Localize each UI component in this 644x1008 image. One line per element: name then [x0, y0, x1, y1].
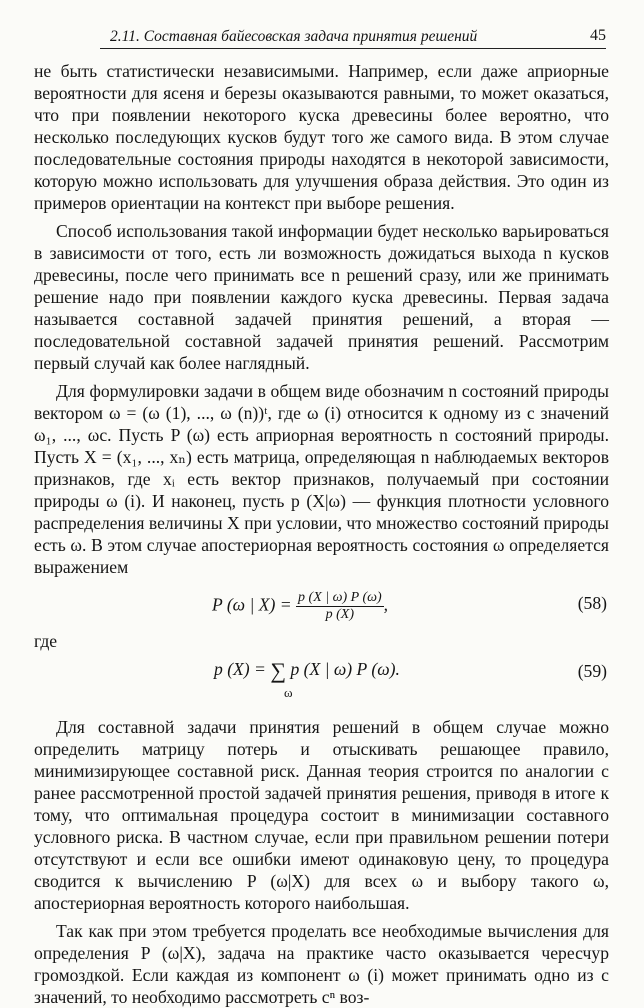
- where-label: где: [34, 631, 58, 651]
- equation-59-rhs: p (X | ω) P (ω).: [290, 659, 400, 679]
- paragraph-2: Способ использования такой информации будет несколько варьироваться в зависимости от того, есть ли возможность дожидаться выхода n кусков древесины, после чего принимать все n решений сразу, или же принимать решение надо при появлении каждого куска древесины. Первая задача называется составной задачей принятия решений, а вторая — последовательной составной задачей принятия решений. Рассмотрим первый случай как более наглядный.: [34, 221, 609, 373]
- equation-59-number: (59): [577, 661, 607, 681]
- equation-58-lhs: P (ω | X) =: [212, 594, 292, 615]
- equation-58: [34, 580, 609, 630]
- equation-58-tail: ,: [383, 594, 389, 615]
- equation-59-lhs: p (X) =: [214, 659, 266, 679]
- paragraph-4: Для составной задачи принятия решений в общем случае можно определить матрицу потерь и отыскивать решающее правило, минимизирующее составной риск. Данная теория строится по аналогии с ранее рассмотренной простой задачей принятия решения, приводя в итоге к тому, что оптимальная процедура состоит в минимизации составного условного риска. В частном случае, если при правильном решении потери отсутствуют и если все ошибки имеют одинаковую цену, то процедура сводится к вычислению P (ω|X) для всех ω и выбору такого ω, апостериорная вероятность которого наибольшая.: [34, 717, 609, 913]
- equation-59-expr: [214, 658, 400, 682]
- page-body: [34, 60, 609, 1008]
- equation-58-denominator: p (X): [325, 607, 355, 622]
- paragraph-1: не быть статистически независимыми. Например, если даже априорные вероятности для ясеня и березы оказываются равными, то может оказаться, что при появлении некоторого куска древесины более вероятно, что несколько последующих кусков будут того же самого вида. В этом случае последовательные состояния природы находятся в некоторой зависимости, которую можно использовать для улучшения образа действия. Это один из примеров ориентации на контекст при выборе решения.: [34, 61, 609, 213]
- equation-58-fraction: [296, 590, 384, 623]
- header-title: 2.11. Составная байесовская задача принятия решений: [110, 28, 478, 45]
- page-number: 45: [590, 27, 606, 44]
- equation-59: [34, 652, 609, 716]
- running-header: [100, 26, 606, 49]
- paragraph-5: Так как при этом требуется проделать все необходимые вычисления для определения P (ω|X), задача на практике часто оказывается чересчур громоздкой. Если каждая из компонент ω (i) может принимать одно из c значений, то необходимо рассмотреть cⁿ воз-: [34, 921, 609, 1007]
- sum-symbol: ∑: [270, 658, 287, 683]
- equation-58-numerator: p (X | ω) P (ω): [298, 590, 382, 605]
- paragraph-3: Для формулировки задачи в общем виде обозначим n состояний природы вектором ω = (ω (1), ..., ω (n))ᵗ, где ω (i) относится к одному из c значений ω₁, ..., ωc. Пусть P (ω) есть априорная вероятность n состояний природы. Пусть X = (x₁, ..., xₙ) есть матрица, определяющая n наблюдаемых векторов признаков, где xᵢ есть вектор признаков, получаемый при состоянии природы ω (i). И наконец, пусть p (X|ω) — функция плотности условного распределения величины X при условии, что множество состояний природы есть ω. В этом случае апостериорная вероятность состояния ω определяется выражением: [34, 381, 609, 577]
- equation-58-expr: [212, 590, 388, 623]
- sum-index: ω: [284, 685, 293, 700]
- equation-58-number: (58): [577, 593, 607, 613]
